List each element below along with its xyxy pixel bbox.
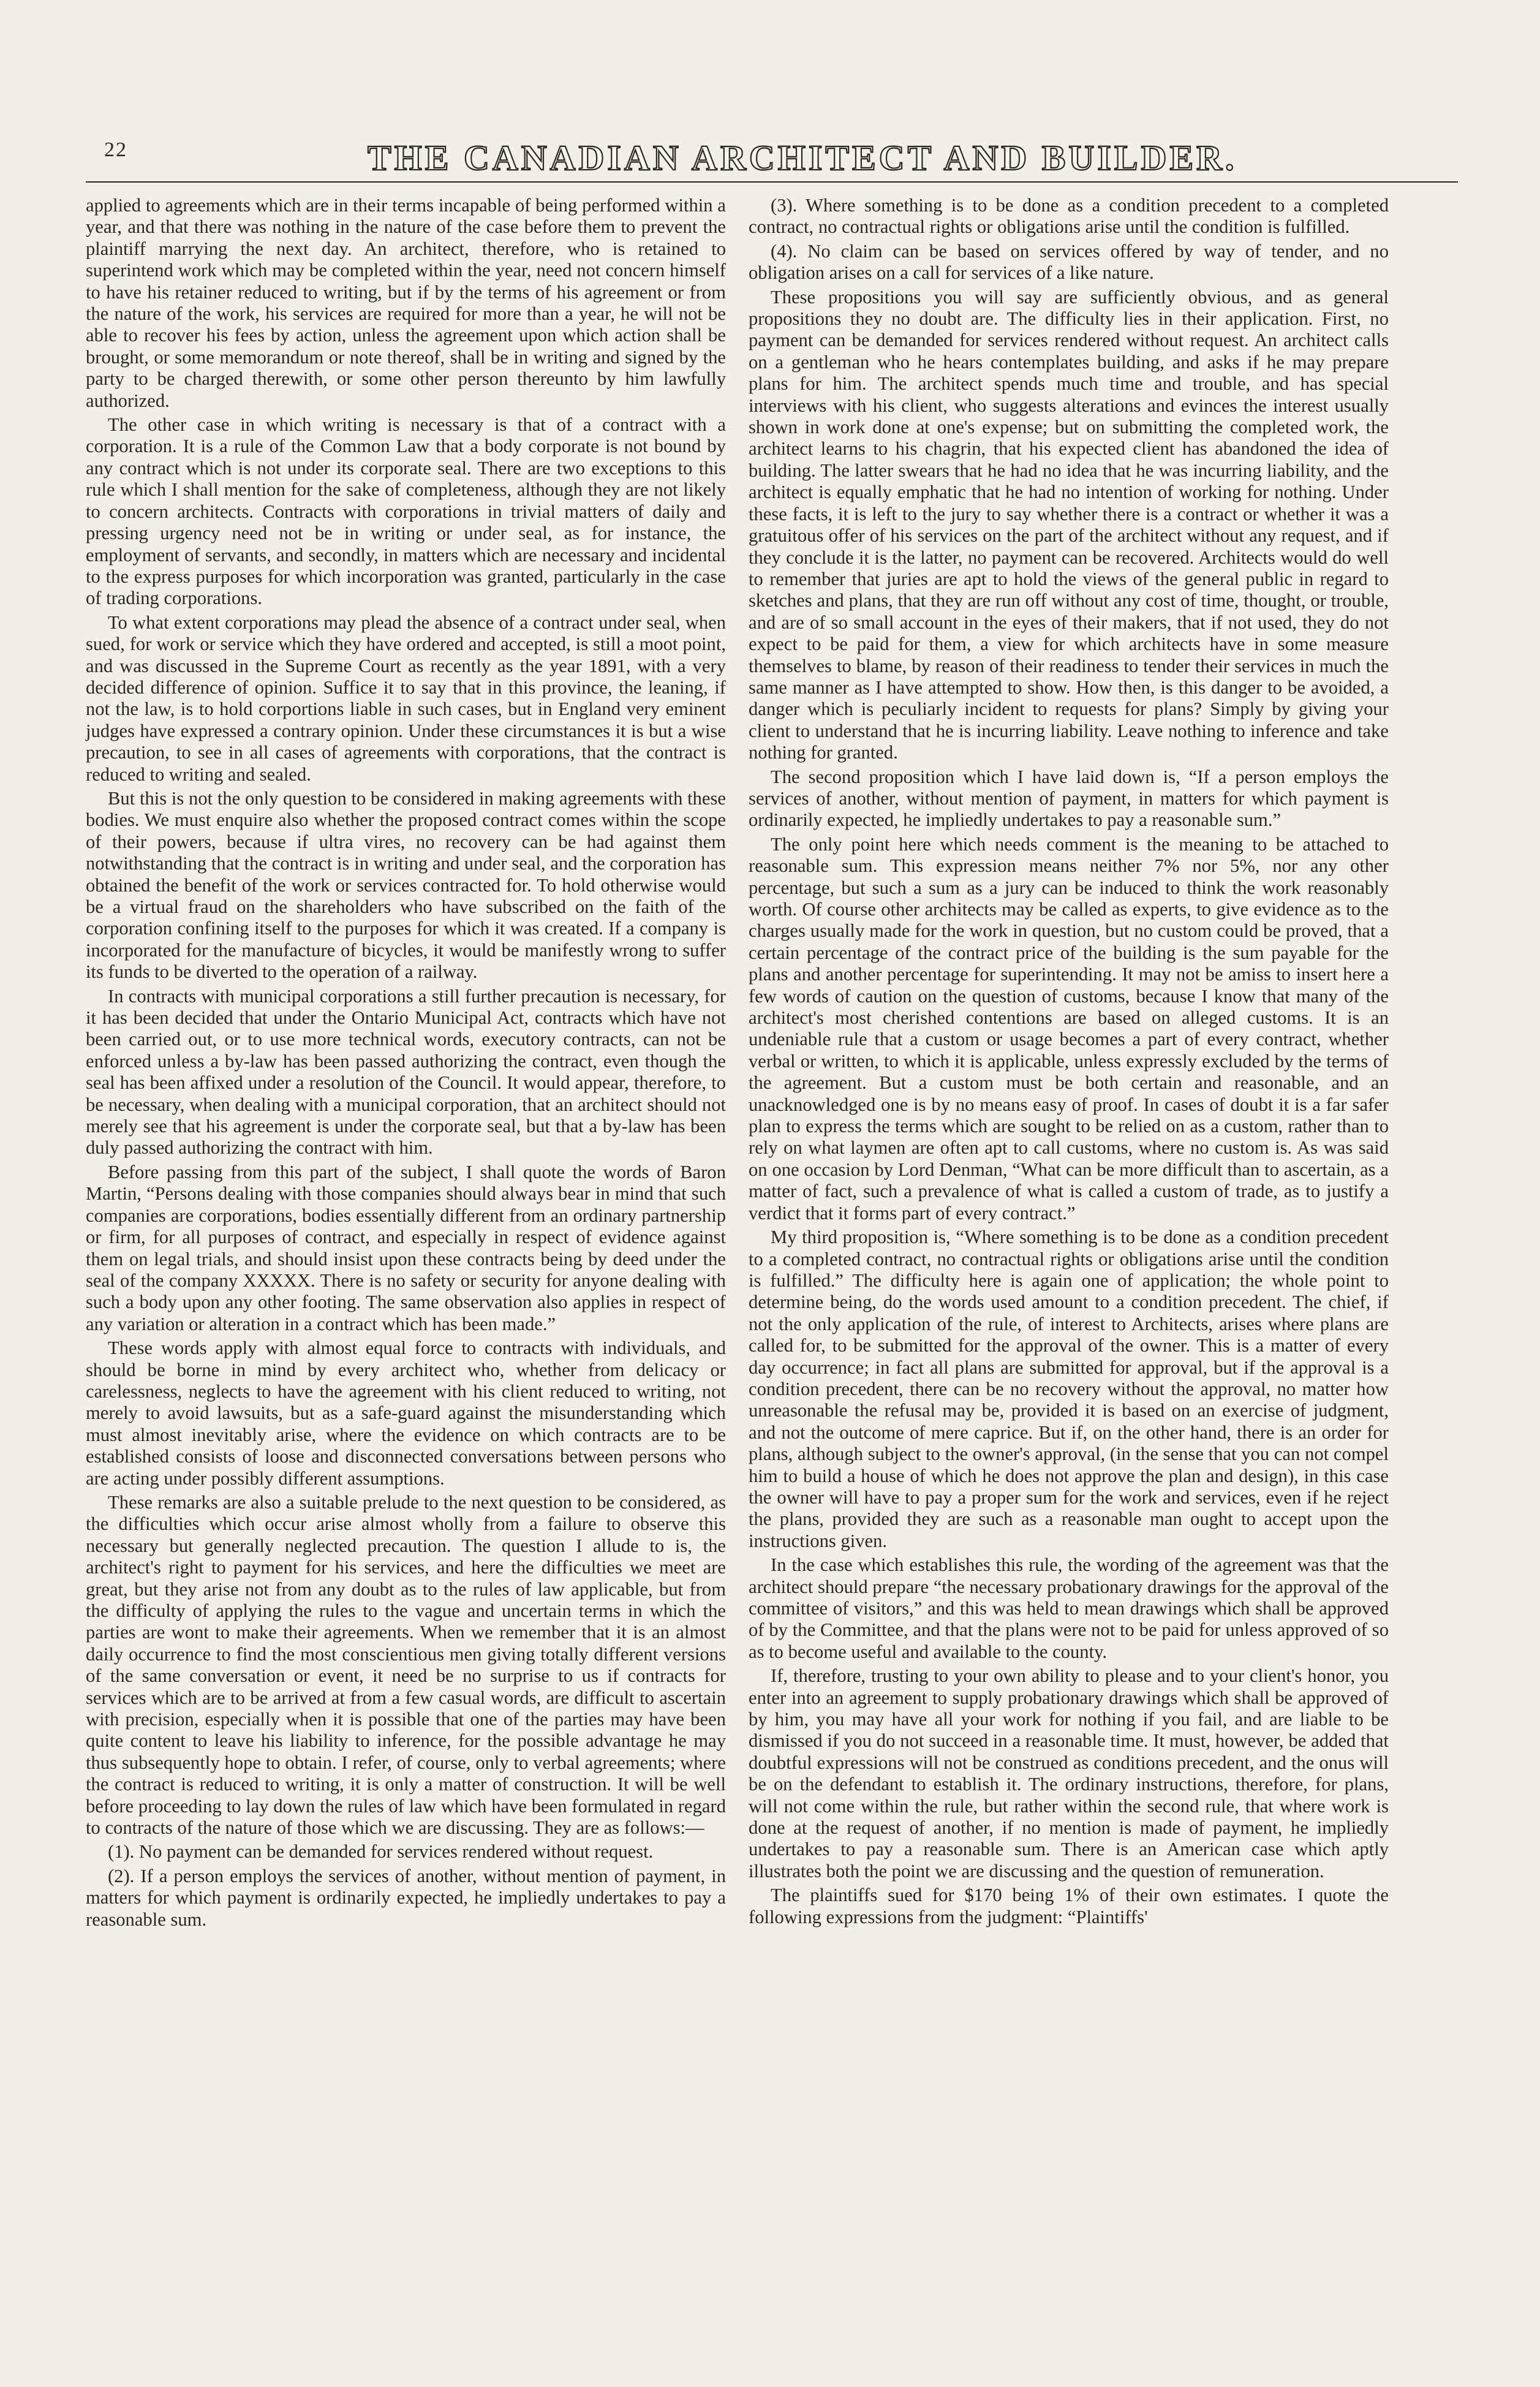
- paragraph: To what extent corporations may plead the absence of a contract under seal, when sued, for work or service which they have ordered and accepted, is still a moot point, and was discussed in the Supreme Court as recently as the year 1891, with a very decided difference of opinion. Suffice it to say that in this province, the leaning, if not the law, is to hold corportions liable in such cases, but in England very eminent judges have expressed a contrary opinion. Under these circumstances it is but a wise precaution, to see in all cases of agreements with corporations, that the contract is reduced to writing and sealed.: [86, 611, 726, 785]
- paragraph: applied to agreements which are in their terms incapable of being performed within a year, and that there was nothing in the nature of the case before them to prevent the plaintiff marrying the next day. An architect, therefore, who is retained to superintend work which may be completed within the year, need not concern himself to have his retainer reduced to writing, but if by the terms of his agreement or from the nature of the work, his services are required for more than a year, he will not be able to recover his fees by action, unless the agreement upon which action shall be brought, or some memorandum or note thereof, shall be in writing and signed by the party to be charged therewith, or some other person thereunto by him lawfully authorized.: [86, 195, 726, 411]
- paragraph: But this is not the only question to be considered in making agreements with these bodies. We must enquire also whether the proposed contract comes within the scope of their powers, because if ultra vires, no recovery can be had against them notwithstanding that the contract is in writing and under seal, and the corporation has obtained the benefit of the work or services contracted for. To hold otherwise would be a virtual fraud on the shareholders who have subscribed on the faith of the corporation confining itself to the purposes for which it was created. If a company is incorporated for the manufacture of bicycles, it would be manifestly wrong to suffer its funds to be diverted to the operation of a railway.: [86, 787, 726, 983]
- page-number: 22: [104, 138, 127, 161]
- right-column: [749, 195, 1389, 1928]
- paragraph: The other case in which writing is necessary is that of a contract with a corporation. It is a rule of the Common Law that a body corporate is not bound by any contract which is not under its corporate seal. There are two exceptions to this rule which I shall mention for the sake of completeness, although they are not likely to concern architects. Contracts with corporations in trivial matters of daily and pressing urgency need not be in writing or under seal, as for instance, the employment of servants, and secondly, in matters which are necessary and incidental to the express purposes for which incorporation was granted, particularly in the case of trading corporations.: [86, 414, 726, 609]
- paragraph: These remarks are also a suitable prelude to the next question to be considered, as the difficulties which occur arise almost wholly from a failure to observe this necessary but generally neglected precaution. The question I allude to is, the architect's right to payment for his services, and here the difficulties we meet are great, but they arise not from any doubt as to the rules of law applicable, but from the difficulty of applying the rules to the vague and uncertain terms in which the parties are wont to make their agreements. When we remember that it is an almost daily occurrence to find the most conscientious men giving totally different versions of the same conversation or event, it need be no surprise to us if contracts for services which are to be arrived at from a few casual words, are difficult to ascertain with precision, especially when it is possible that one of the parties may have been quite content to leave his liability to inference, for the possible advantage he may thus subsequently hope to obtain. I refer, of course, only to verbal agreements; where the contract is reduced to writing, it is only a matter of construction. It will be well before proceeding to lay down the rules of law which have been formulated in regard to contracts of the nature of those which we are discussing. They are as follows:—: [86, 1491, 726, 1839]
- rule-item: (4). No claim can be based on services offered by way of tender, and no obligation arises on a call for services of a like nature.: [749, 240, 1389, 284]
- running-header: [86, 130, 1458, 185]
- paragraph: The only point here which needs comment is the meaning to be attached to reasonable sum. This expression means neither 7% nor 5%, nor any other percentage, but such a sum as a jury can be induced to think the work reasonably worth. Of course other architects may be called as experts, to give evidence as to the charges usually made for the work in question, but no custom could be proved, that a certain percentage of the contract price of the building is the sum payable for the plans and another percentage for superintending. It may not be amiss to insert here a few words of caution on the question of customs, because I know that many of the architect's most cherished contentions are based on alleged customs. It is an undeniable rule that a custom or usage becomes a part of every contract, whether verbal or written, to which it is applicable, unless expressly excluded by the terms of the agreement. But a custom must be both certain and reasonable, and an unacknowledged one is by no means easy of proof. In cases of doubt it is a far safer plan to express the terms which are sought to be relied on as a custom, rather than to rely on what laymen are often apt to call customs, where no custom is. As was said on one occasion by Lord Denman, “What can be more difficult than to ascertain, as a matter of fact, such a prevalence of what is called a custom of trade, as to justify a verdict that it forms part of every contract.”: [749, 833, 1389, 1224]
- paragraph: The second proposition which I have laid down is, “If a person employs the services of another, without mention of payment, in matters for which payment is ordinarily expected, he impliedly undertakes to pay a reasonable sum.”: [749, 766, 1389, 831]
- paragraph: In contracts with municipal corporations a still further precaution is necessary, for it has been decided that under the Ontario Municipal Act, contracts which have not been carried out, or to use more technical words, executory contracts, can not be enforced unless a by-law has been passed authorizing the contract, even though the seal has been affixed under a resolution of the Council. It would appear, therefore, to be necessary, when dealing with a municipal corporation, that an architect should not merely see that his agreement is under the corporate seal, but that a by-law has been duly passed authorizing the contract with him.: [86, 985, 726, 1159]
- left-column: [86, 195, 726, 1931]
- paragraph: The plaintiffs sued for $170 being 1% of their own estimates. I quote the following expressions from the judgment: “Plaintiffs': [749, 1885, 1389, 1927]
- header-rule: [86, 181, 1458, 183]
- paragraph: These propositions you will say are sufficiently obvious, and as general propositions they no doubt are. The difficulty lies in their application. First, no payment can be demanded for services rendered without request. An architect calls on a gentleman who he hears contemplates building, and asks if he may prepare plans for him. The architect spends much time and trouble, and has special interviews with his client, who suggests alterations and evinces the interest usually shown in work done at one's expense; but on submitting the completed work, the architect learns to his chagrin, that his expected client has abandoned the idea of building. The latter swears that he had no idea that he was incurring liability, and the architect is equally emphatic that he had no intention of working for nothing. Under these facts, it is left to the jury to say whether there is a contract or whether it was a gratuitous offer of his services on the part of the architect without any request, and if they conclude it is the latter, no payment can be recovered. Architects would do well to remember that juries are apt to hold the views of the general public in regard to sketches and plans, that they are run off without any cost of time, thought, or trouble, and are of so small account in the eyes of their makers, that if not used, they do not expect to be paid for them, a view for which architects have in some measure themselves to blame, by reason of their readiness to tender their services in much the same manner as I have attempted to show. How then, is this danger to be avoided, a danger which is peculiarly incident to requests for plans? Simply by giving your client to understand that he is incurring liability. Leave nothing to inference and take nothing for granted.: [749, 286, 1389, 763]
- journal-title: THE CANADIAN ARCHITECT AND BUILDER.: [368, 138, 1237, 178]
- paragraph: My third proposition is, “Where something is to be done as a condition precedent to a completed contract, no contractual rights or obligations arise until the condition is fulfilled.” The difficulty here is again one of application; the whole point to determine being, do the words used amount to a condition precedent. The chief, if not the only application of the rule, of interest to Architects, arises where plans are called for, to be submitted for the approval of the owner. This is a matter of every day occurrence; in fact all plans are submitted for approval, but if the approval is a condition precedent, there can be no recovery without the approval, no matter how unreasonable the refusal may be, provided it is based on an exercise of judgment, and not the outcome of mere caprice. But if, on the other hand, there is an order for plans, although subject to the owner's approval, (in the sense that you can not compel him to build a house of which he does not approve the plan and design), in this case the owner will have to pay a proper sum for the work and services, even if he reject the plans, provided they are such as a reasonable man ought to accept upon the instructions given.: [749, 1227, 1389, 1551]
- rule-item: (2). If a person employs the services of another, without mention of payment, in matters for which payment is ordinarily expected, he impliedly undertakes to pay a reasonable sum.: [86, 1865, 726, 1930]
- rule-item: (1). No payment can be demanded for services rendered without request.: [108, 1841, 654, 1863]
- paragraph: If, therefore, trusting to your own ability to please and to your client's honor, you enter into an agreement to supply probationary drawings which shall be approved of by him, you may have all your work for nothing if you fail, and are liable to be dismissed if you do not succeed in a reasonable time. It must, however, be added that doubtful expressions will not be construed as conditions precedent, and the onus will be on the defendant to establish it. The ordinary instructions, therefore, for plans, will not come within the rule, but rather within the second rule, that where work is done at the request of another, if no mention is made of payment, he impliedly undertakes to pay a reasonable sum. There is an American case which aptly illustrates both the point we are discussing and the question of remuneration.: [749, 1665, 1389, 1882]
- paragraph: In the case which establishes this rule, the wording of the agreement was that the architect should prepare “the necessary probationary drawings for the approval of the committee of visitors,” and this was held to mean drawings which shall be approved of by the Committee, and that the plans were not to be paid for unless approved of so as to become useful and available to the county.: [749, 1554, 1389, 1662]
- paragraph: These words apply with almost equal force to contracts with individuals, and should be borne in mind by every architect who, whether from delicacy or carelessness, neglects to have the agreement with his client reduced to writing, not merely to avoid lawsuits, but as a safe-guard against the misunderstanding which must almost inevitably arise, where the evidence on which contracts are to be established consists of loose and disconnected conversations between persons who are acting under possibly different assumptions.: [86, 1337, 726, 1489]
- paragraph: Before passing from this part of the subject, I shall quote the words of Baron Martin, “Persons dealing with those companies should always bear in mind that such companies are corporations, bodies essentially different from an ordinary partnership or firm, for all purposes of contract, and especially in respect of evidence against them on legal trials, and should insist upon these contracts being by deed under the seal of the company XXXXX. There is no safety or security for anyone dealing with such a body upon any other footing. The same observation also applies in respect of any variation or alteration in a contract which has been made.”: [86, 1161, 726, 1334]
- rule-item: (3). Where something is to be done as a condition precedent to a completed contract, no contractual rights or obligations arise until the condition is fulfilled.: [749, 195, 1389, 238]
